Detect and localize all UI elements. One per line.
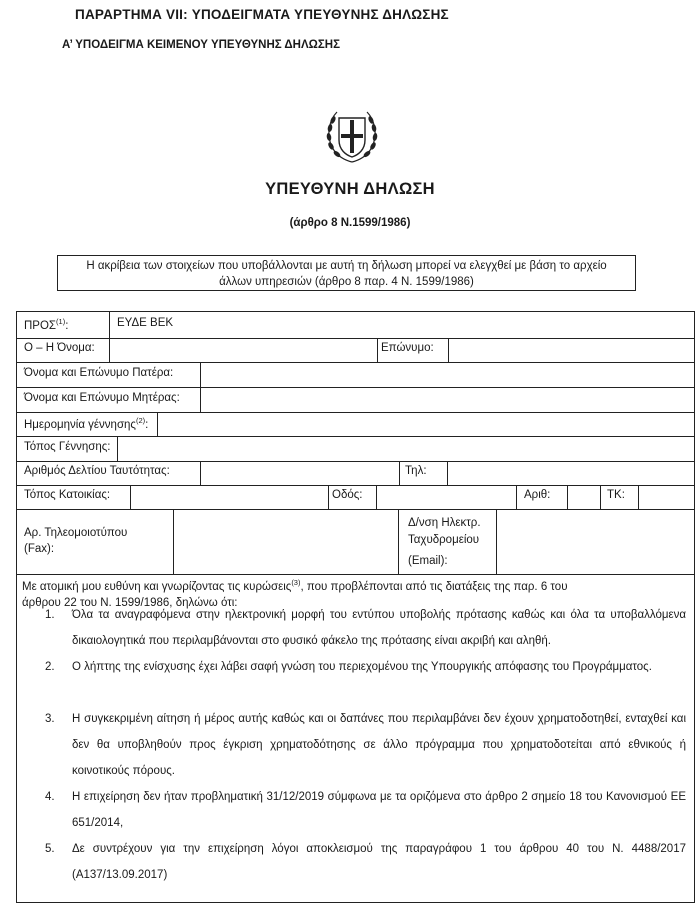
father-name-label: Όνομα και Επώνυμο Πατέρα: [24, 367, 174, 379]
residence-field[interactable] [131, 485, 326, 507]
fax-label-line-2: (Fax): [24, 543, 55, 555]
fax-label-line-1: Αρ. Τηλεομοιοτύπου [24, 527, 128, 539]
template-subtitle: Α’ ΥΠΟΔΕΙΓΜΑ ΚΕΙΜΕΝΟΥ ΥΠΕΥΘΥΝΗΣ ΔΗΛΩΣΗΣ [62, 39, 340, 51]
to-value: ΕΥΔΕ ΒΕΚ [117, 317, 174, 329]
hellenic-republic-emblem-icon [322, 106, 382, 166]
postcode-field[interactable] [639, 485, 693, 507]
phone-field[interactable] [448, 461, 693, 483]
declaration-item: 5. Δε συντρέχουν για την επιχείρηση λόγοι αποκλεισμού της παραγράφου 1 του άρθρου 40 του Ν. 4488/2017 (Α137/13.09.2017) [45, 843, 686, 881]
document-title: ΥΠΕΥΘΥΝΗ ΔΗΛΩΣΗ [265, 180, 435, 198]
birth-date-field[interactable] [158, 412, 693, 434]
father-name-field[interactable] [201, 362, 693, 385]
phone-label: Τηλ: [405, 465, 427, 477]
declaration-item: 2. Ο λήπτης της ενίσχυσης έχει λάβει σαφή γνώση του περιεχομένου της Υπουργικής απόφασης του Προγράμματος. [45, 661, 652, 673]
street-label: Οδός: [332, 489, 363, 501]
id-card-field[interactable] [201, 461, 397, 483]
declaration-intro-line-2: άρθρου 22 του Ν. 1599/1986, δηλώνω ότι: [22, 596, 238, 609]
declaration-item: 1. Όλα τα αναγραφόμενα στην ηλεκτρονική μορφή του εντύπου υποβολής πρότασης καθώς και όλα τα υποβαλλόμενα δικαιολογητικά που περιλαμβάνονται στο φυσικό φάκελο της πρότασης είναι ακριβή και αληθή. [45, 609, 686, 647]
annex-title: ΠΑΡΑΡΤΗΜΑ VII: ΥΠΟΔΕΙΓΜΑΤΑ ΥΠΕΥΘΥΝΗΣ ΔΗΛΩΣΗΣ [75, 7, 449, 22]
accuracy-notice-box [57, 255, 636, 291]
street-field[interactable] [377, 485, 514, 507]
fax-field[interactable] [174, 510, 396, 572]
declaration-item: 3. Η συγκεκριμένη αίτηση ή μέρος αυτής καθώς και οι δαπάνες που περιλαμβάνει δεν έχουν χρηματοδοτηθεί, ενταχθεί και δεν θα υποβληθούν προς έγκριση χρηματοδότησης σε άλλο πρόγραμμα που χρηματοδοτείται από εθνικούς ή κοινοτικούς πόρους. [45, 713, 686, 777]
birth-date-label: Ημερομηνία γέννησης$^{(2)}$: [24, 416, 149, 431]
email-label-line-3: (Email): [408, 555, 448, 567]
street-number-label: Αριθ: [524, 489, 551, 501]
first-name-field[interactable] [110, 338, 376, 360]
surname-field[interactable] [449, 338, 693, 360]
email-label-line-1: Δ/νση Ηλεκτρ. [408, 517, 481, 529]
email-field[interactable] [497, 510, 693, 572]
mother-name-field[interactable] [201, 387, 693, 410]
street-number-field[interactable] [568, 485, 598, 507]
birth-place-label: Τόπος Γέννησης: [24, 441, 111, 453]
birth-place-field[interactable] [118, 436, 693, 459]
postcode-label: ΤΚ: [607, 489, 625, 501]
declaration-item: 4. Η επιχείρηση δεν ήταν προβληματική 31/12/2019 σύμφωνα με τα οριζόμενα στο άρθρο 2 σημείο 18 του Κανονισμού ΕΕ 651/2014, [45, 791, 686, 829]
residence-label: Τόπος Κατοικίας: [24, 489, 111, 501]
surname-label: Επώνυμο: [381, 342, 434, 354]
first-name-label: Ο – Η Όνομα: [24, 342, 95, 354]
id-card-label: Αριθμός Δελτίου Ταυτότητας: [24, 465, 170, 477]
notice-line-1: Η ακρίβεια των στοιχείων που υποβάλλονται με αυτή τη δήλωση μπορεί να ελεγχθεί με βάση το αρχείο [86, 260, 607, 272]
to-label: ΠΡΟΣ$^{(1)}$: [24, 317, 69, 332]
mother-name-label: Όνομα και Επώνυμο Μητέρας: [24, 392, 180, 404]
email-label-line-2: Ταχυδρομείου [408, 534, 480, 546]
document-legal-reference: (άρθρο 8 Ν.1599/1986) [289, 217, 411, 229]
declaration-intro: Με ατομική μου ευθύνη και γνωρίζοντας τις κυρώσεις$^{(3)}$, που προβλέπονται από τις διατάξεις της παρ. 6 του άρθρου 22 του Ν. 1599/1986, δηλώνω ότι: [22, 575, 687, 611]
notice-line-2: άλλων υπηρεσιών (άρθρο 8 παρ. 4 Ν. 1599/1986) [219, 276, 474, 288]
